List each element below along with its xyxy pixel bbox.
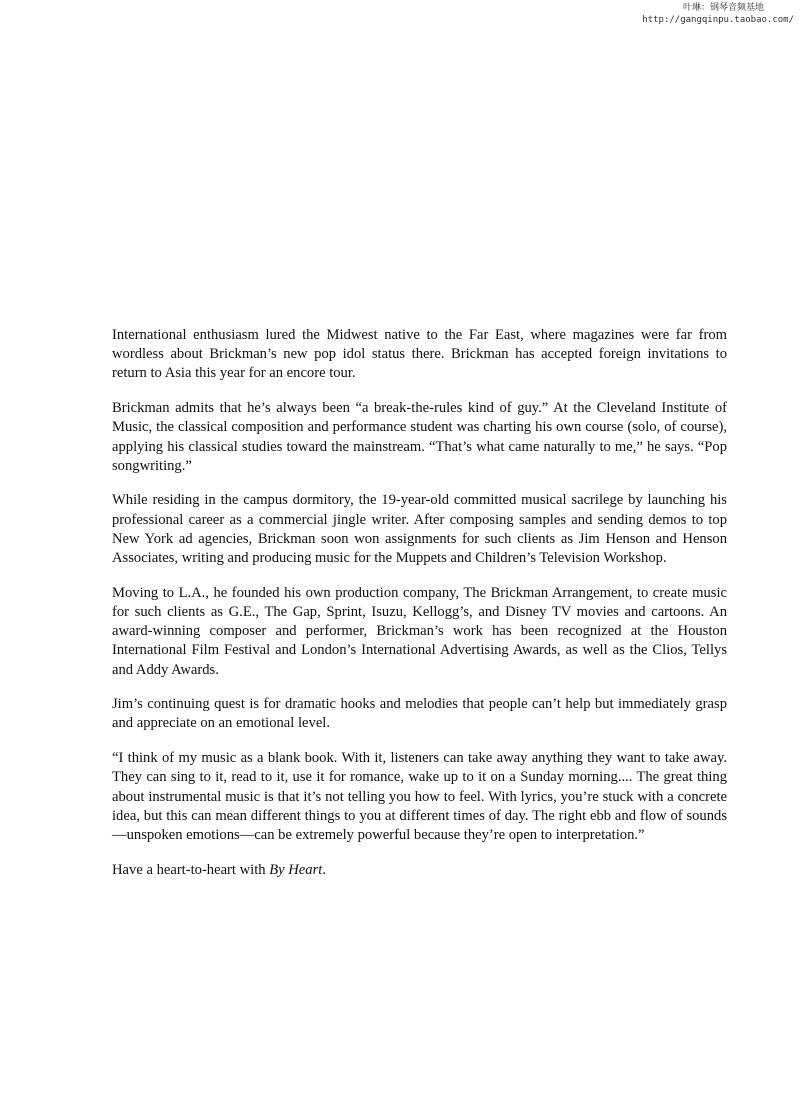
paragraph-jingle-writer: While residing in the campus dormitory, the 19-year-old committed musical sacrilege by launching his professional career as a commercial jingle writer. After composing samples and sending demos to top New York ad agencies, Brickman soon won assignments for such clients as Jim Henson and Henson Associates, writing and producing music for the Muppets and Children’s Television Workshop.	[112, 492, 727, 567]
paragraph-asia-tour: International enthusiasm lured the Midwest native to the Far East, where magazines were far from wordless about Brickman’s new pop idol status there. Brickman has accepted foreign invitations to return to Asia this year for an encore tour.	[112, 327, 727, 382]
paragraph-quote: “I think of my music as a blank book. With it, listeners can take away anything they want to take away. They can sing to it, read to it, use it for romance, wake up to it on a Sunday morning.... The great thing about instrumental music is that it’s not telling you how to feel. With lyrics, you’re stuck with a concrete idea, but this can mean different things to you at different times of day. The right ebb and flow of sounds—unspoken emotions—can be extremely powerful because they’re open to interpretation.”	[112, 750, 727, 843]
paragraph-closing	[112, 861, 727, 880]
paragraph-production-company: Moving to L.A., he founded his own production company, The Brickman Arrangement, to create music for such clients as G.E., The Gap, Sprint, Isuzu, Kellogg’s, and Disney TV movies and cartoons. An award-winning composer and performer, Brickman’s work has been recognized at the Houston International Film Festival and London’s International Advertising Awards, as well as the Clios, Tellys and Addy Awards.	[112, 584, 727, 678]
paragraph-quest: Jim’s continuing quest is for dramatic hooks and melodies that people can’t help but immediately grasp and appreciate on an emotional level.	[112, 696, 727, 732]
album-title: By Heart	[269, 861, 323, 878]
paragraph-cleveland: Brickman admits that he’s always been “a break-the-rules kind of guy.” At the Cleveland Institute of Music, the classical composition and performance student was charting his own course (solo, of course), applying his classical studies toward the mainstream. “That’s what came naturally to me,” he says. “Pop songwriting.”	[112, 400, 727, 474]
watermark	[642, 2, 794, 26]
watermark-title: 叶琳：钢琴音频基地	[682, 3, 764, 13]
article-body	[112, 326, 727, 895]
closing-suffix: .	[322, 861, 326, 878]
closing-prefix: Have a heart-to-heart with	[112, 861, 270, 878]
watermark-url: http://gangqinpu.taobao.com/	[642, 15, 794, 25]
